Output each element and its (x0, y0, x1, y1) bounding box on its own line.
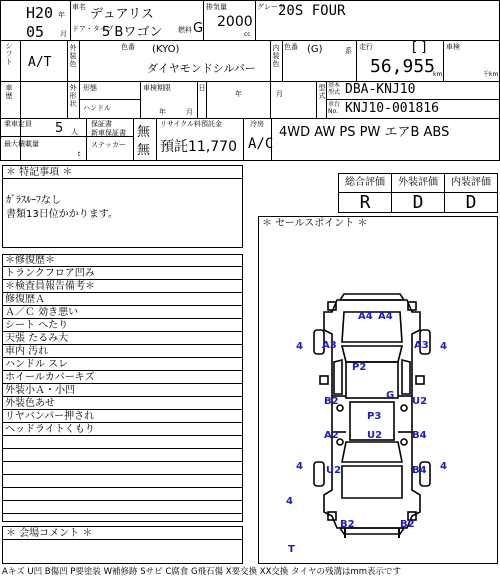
ext-shape-label: 外形状 (69, 84, 77, 108)
color-code: (KYO) (152, 44, 180, 55)
warranty-label-2: 新車保証書 (91, 129, 126, 137)
door-type-label: ドア・タイプ (72, 25, 114, 33)
mark-tire-front-right: 4 (440, 341, 447, 352)
color-code-label: 色番 (121, 43, 135, 51)
mileage-unit: km (433, 71, 443, 78)
inspector-line-3: シート へたり (2, 319, 243, 332)
int-color-code-label: 色番 (284, 43, 298, 51)
mark-tire-rear-right: 4 (440, 461, 447, 472)
inspector-line-16 (2, 488, 243, 501)
mark-a2-left: A2 (324, 430, 339, 441)
color-name: ダイヤモンドシルバー (147, 62, 256, 75)
fuel-label: 燃料 (178, 26, 192, 34)
mark-tire-front-left: 4 (296, 341, 303, 352)
mark-tire-spare: 4 (286, 496, 293, 507)
mark-p3: P3 (367, 411, 382, 422)
year-unit: 年 (58, 11, 65, 19)
chassis-value: KNJ10-001816 (345, 101, 439, 116)
inspector-line-6: ハンドル スレ (2, 358, 243, 371)
exterior-grade-label: 外装評価 (398, 177, 438, 188)
mark-b2-rear-right: B2 (400, 519, 415, 530)
inspector-line-7: ホイールカバーキズ (2, 371, 243, 384)
load-unit: t (78, 151, 81, 158)
recycle-label: リサイクル料預託金 (160, 120, 223, 128)
inspector-line-11: ヘッドライトくもり (2, 423, 243, 436)
mark-u2-right-front: U2 (412, 396, 428, 407)
reg-expiry-label: 車検期限 (143, 84, 171, 92)
chassis-label: 車台No. (328, 101, 341, 115)
model-base-label: 基本型式 (328, 82, 341, 96)
reg-day: 日 (198, 84, 206, 92)
mark-b2-rear: B2 (340, 519, 355, 530)
mark-a3-right: A3 (414, 340, 429, 351)
special-line-2: 書類13日位かかります。 (6, 209, 118, 220)
mileage-brackets: [ ] (412, 40, 427, 55)
inspector-line-17 (2, 501, 243, 514)
shift-label: シフト (5, 42, 13, 66)
equipment-value: 4WD AW PS PW エアB ABS (279, 125, 450, 140)
interior-grade-value: D (465, 192, 477, 213)
mark-a4-front-left: A4 (358, 311, 373, 322)
month-label-row3: 月 (276, 90, 283, 98)
warranty-value: 無 (137, 125, 151, 140)
shift-value: A/T (28, 55, 52, 70)
inspector-line-12 (2, 436, 243, 449)
special-line-1: ｶﾞﾗｽﾙｰﾌなし (6, 195, 61, 206)
exterior-grade-value: D (412, 192, 424, 213)
inspector-line-4: 天張 たるみ大 (2, 332, 243, 345)
year-label-row3: 年 (235, 90, 242, 98)
mark-g: G (386, 390, 395, 401)
inspector-line-9: 外装色あせ (2, 397, 243, 410)
int-color-label: 内装色 (272, 44, 280, 68)
capacity-unit: 人 (71, 128, 78, 136)
mark-a4-front-right: A4 (378, 311, 393, 322)
sticker-label: ステッカー (91, 141, 126, 149)
overall-grade-label: 総合評価 (345, 177, 385, 188)
overall-grade-value: R (359, 192, 371, 213)
venue-comment-title: ＊ 会場コメント ＊ (3, 527, 242, 540)
sticker-value: 無 (137, 143, 151, 158)
interior-grade-label: 内装評価 (451, 177, 491, 188)
displacement-label: 排気量 (206, 3, 227, 11)
int-color-suffix: 系 (345, 47, 352, 55)
mark-p2: P2 (352, 362, 367, 373)
car-name-label: 車名 (72, 3, 86, 11)
venue-comment-box (2, 526, 243, 564)
inspector-line-5: 車内 汚れ (2, 345, 243, 358)
mark-b4-right-rear: B4 (412, 465, 427, 476)
inspector-line-8: 外装小Ａ・小凹 (2, 384, 243, 397)
car-damage-diagram (262, 290, 498, 562)
inspector-line-1: 修復歴Ａ (2, 293, 243, 306)
displacement-unit: cc (244, 31, 251, 38)
grade-label: グレード (257, 3, 285, 11)
mark-u2-center: U2 (367, 430, 383, 441)
door-type: 5 Bワゴン (102, 25, 163, 40)
grade-box (338, 173, 498, 213)
car-name: デュアリス (90, 7, 154, 22)
warranty-label: 保証書 (91, 120, 112, 128)
repair-line-1: トランクフロア凹み (2, 267, 243, 280)
reg-month: 月 (186, 108, 193, 116)
inspector-title: ＊検査員報告備考＊ (2, 280, 243, 293)
mark-u2-left-rear: U2 (326, 465, 342, 476)
sales-point-title: ＊ セールスポイント ＊ (262, 218, 368, 229)
ac-label: 冷房 (250, 120, 264, 128)
mark-a3-left: A3 (322, 340, 337, 351)
int-color-code: (G) (307, 44, 323, 55)
recycle-value: 預託11,770 (160, 139, 237, 155)
grade-value: 20S FOUR (278, 3, 346, 19)
repair-title: ＊修復歴＊ (2, 254, 243, 267)
mark-b4-right: B4 (412, 430, 427, 441)
year-value: H20 (26, 4, 54, 22)
handle-label: ハンドル (83, 104, 111, 112)
reg-year: 年 (159, 108, 166, 116)
month-value: 05 (26, 23, 45, 41)
inspector-line-10: リヤバンパー押され (2, 410, 243, 423)
mileage-label: 走行 (359, 43, 373, 51)
history-label: 車歴 (5, 84, 13, 100)
fuel-value: G (193, 21, 204, 36)
ac-value: A/C (248, 136, 274, 152)
capacity-value: 5 (55, 121, 64, 136)
model-value: DBA-KNJ10 (345, 82, 416, 97)
special-notes-box (2, 165, 243, 248)
damage-legend: Aキズ U凹 B傷凹 P要塗装 W補修跡 Sサビ C腐食 G飛石傷 X要交換 XX交換 タイヤの残溝はmm表示です (2, 567, 402, 577)
displacement-value: 2000 (217, 14, 253, 30)
shape-label: 形態 (83, 84, 97, 92)
inspection-unit: 千km (483, 71, 499, 78)
inspector-line-2: Ａ／Ｃ 効き悪い (2, 306, 243, 319)
special-notes-title: ＊ 特記事項 ＊ (3, 166, 242, 179)
month-unit: 月 (60, 30, 67, 38)
inspection-label: 車検 (446, 43, 460, 51)
mileage-value: 56,955 (370, 56, 436, 77)
mark-t: T (288, 544, 295, 555)
model-label: 型式 (318, 84, 326, 100)
inspector-line-13 (2, 449, 243, 462)
mark-b2-left: B2 (324, 396, 339, 407)
mark-tire-rear-left: 4 (296, 461, 303, 472)
inspector-line-15 (2, 475, 243, 488)
inspector-line-14 (2, 462, 243, 475)
capacity-label: 乗車定員 (4, 120, 32, 128)
load-label: 最大積載量 (4, 140, 39, 148)
ext-color-label: 外装色 (69, 44, 77, 68)
